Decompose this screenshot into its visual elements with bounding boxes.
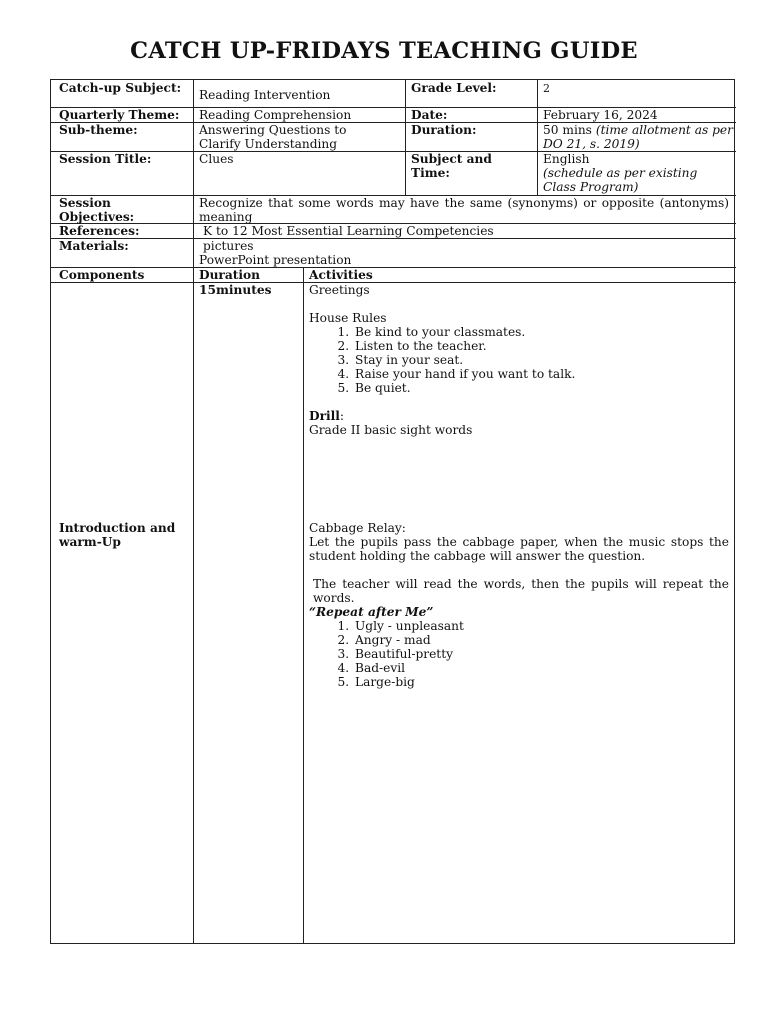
greetings-text: Greetings	[309, 283, 370, 297]
word-pairs-list	[309, 619, 729, 689]
subtheme-value: Answering Questions to Clarify Understanding	[199, 123, 347, 151]
teaching-guide-table	[50, 79, 735, 944]
component-name: Introduction and warm-Up	[59, 521, 176, 549]
materials-label: Materials:	[59, 239, 129, 253]
activities-content	[309, 283, 729, 689]
drill-heading	[309, 409, 729, 423]
list-item: 4. Bad-evil	[353, 661, 729, 675]
list-item: 3. Beautiful-pretty	[353, 647, 729, 661]
date-value: February 16, 2024	[543, 108, 658, 122]
subject-time-cell	[543, 152, 731, 194]
quarterly-theme-label: Quarterly Theme:	[59, 108, 180, 122]
list-item: 1. Be kind to your classmates.	[353, 325, 729, 339]
objectives-value: Recognize that some words may have the same (synonyms) or opposite (antonyms) meaning	[199, 196, 729, 224]
repeat-after-me-title: “Repeat after Me”	[309, 605, 434, 619]
date-label: Date:	[411, 108, 448, 122]
grade-level-value: 2	[543, 82, 550, 95]
relay-title: Cabbage Relay:	[309, 521, 406, 535]
teacher-text: The teacher will read the words, then the pupils will repeat the words.	[313, 577, 729, 605]
column-header-activities: Activities	[309, 268, 373, 282]
section-duration: 15minutes	[199, 283, 272, 297]
references-label: References:	[59, 224, 140, 238]
session-title-value: Clues	[199, 152, 234, 166]
relay-text: Let the pupils pass the cabbage paper, when the music stops the student holding the cabbage will answer the question.	[309, 535, 729, 563]
list-item: 4. Raise your hand if you want to talk.	[353, 367, 729, 381]
materials-item: PowerPoint presentation	[199, 253, 352, 267]
list-item: 5. Be quiet.	[353, 381, 729, 395]
grade-level-label: Grade Level:	[411, 81, 497, 95]
duration-cell	[543, 123, 733, 151]
duration-value: 50 mins	[543, 123, 592, 137]
list-item: 3. Stay in your seat.	[353, 353, 729, 367]
subtheme-label: Sub-theme:	[59, 123, 138, 137]
subject-time-value: English	[543, 152, 590, 166]
list-item: 5. Large-big	[353, 675, 729, 689]
subject-time-label: Subject and Time:	[411, 152, 492, 180]
objectives-label: Session Objectives:	[59, 196, 135, 224]
list-item: 2. Angry - mad	[353, 633, 729, 647]
catchup-subject-value: Reading Intervention	[199, 88, 331, 102]
quarterly-theme-value: Reading Comprehension	[199, 108, 352, 122]
session-title-label: Session Title:	[59, 152, 152, 166]
duration-label: Duration:	[411, 123, 477, 137]
drill-colon: :	[339, 409, 344, 423]
catchup-subject-label: Catch-up Subject:	[59, 81, 182, 95]
list-item: 1. Ugly - unpleasant	[353, 619, 729, 633]
drill-label: Drill	[309, 409, 340, 423]
materials-item: pictures	[203, 239, 254, 253]
page-title: CATCH UP-FRIDAYS TEACHING GUIDE	[130, 38, 638, 64]
column-header-duration: Duration	[199, 268, 260, 282]
duration-note: (time allotment as per DO 21, s. 2019)	[543, 123, 733, 151]
house-rules-list	[309, 325, 729, 395]
drill-text: Grade II basic sight words	[309, 423, 473, 437]
subject-time-note: (schedule as per existing Class Program)	[543, 166, 698, 194]
house-rules-title: House Rules	[309, 311, 387, 325]
list-item: 2. Listen to the teacher.	[353, 339, 729, 353]
materials-list	[199, 239, 719, 267]
references-value: K to 12 Most Essential Learning Competencies	[203, 224, 494, 238]
column-header-components: Components	[59, 268, 145, 282]
